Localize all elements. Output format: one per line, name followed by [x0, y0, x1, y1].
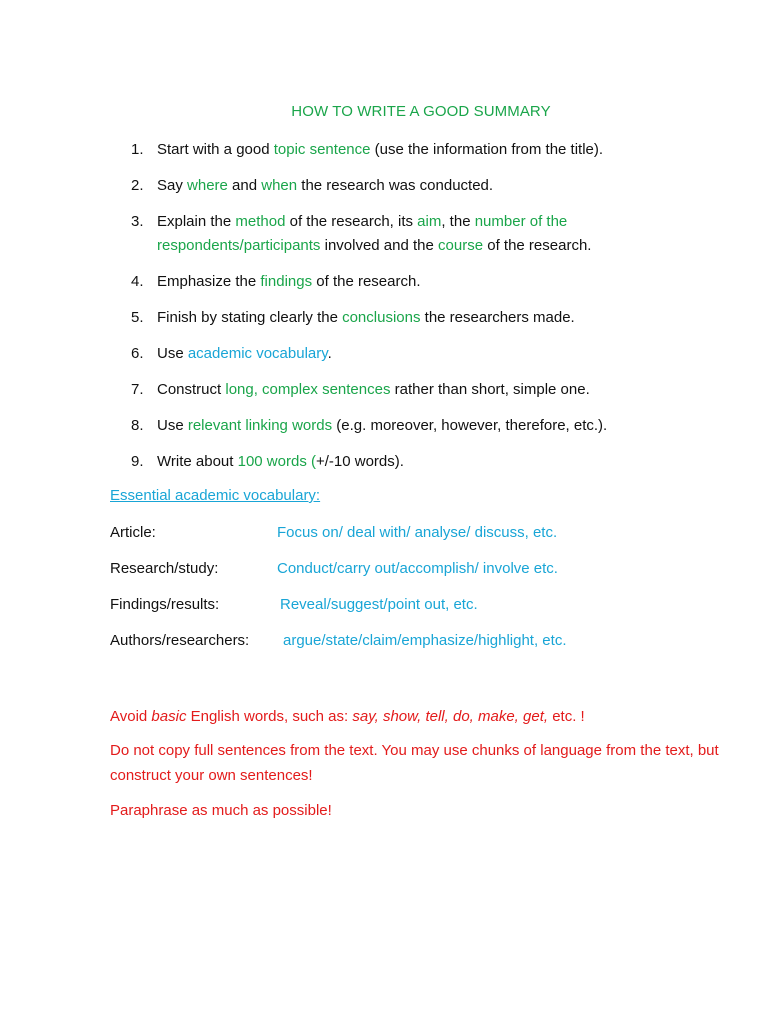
page-title: HOW TO WRITE A GOOD SUMMARY [291, 103, 551, 120]
list-item-number: 7. [131, 381, 144, 398]
list-item-text: Start with a good topic sentence (use the information from the title). [157, 141, 604, 158]
list-item-number: 5. [131, 309, 144, 326]
list-item-number: 3. [131, 213, 144, 230]
vocabulary-term: Research/study: [110, 560, 219, 577]
list-item-number: 9. [131, 453, 144, 470]
rule-do-not-copy: Do not copy full sentences from the text. You may use chunks of language from the text, but construct your own sentences! [110, 742, 719, 784]
vocabulary-verbs: argue/state/claim/emphasize/highlight, etc. [283, 632, 567, 649]
list-item-number: 6. [131, 345, 144, 362]
list-item-text: Explain the method of the research, its aim, the number of the respondents/participants involved and the course of the research. [157, 213, 592, 254]
vocabulary-verbs: Conduct/carry out/accomplish/ involve etc. [277, 560, 558, 577]
list-item-number: 4. [131, 273, 144, 290]
vocabulary-term: Findings/results: [110, 596, 220, 613]
list-item-text: Write about 100 words (+/-10 words). [157, 453, 404, 470]
list-item-number: 2. [131, 177, 144, 194]
vocabulary-verbs: Focus on/ deal with/ analyse/ discuss, etc. [277, 524, 558, 541]
vocabulary-term: Article: [110, 524, 156, 541]
rule-avoid-basic-words: Avoid basic English words, such as: say, show, tell, do, make, get, etc. ! [110, 708, 585, 725]
list-item-number: 1. [131, 141, 144, 158]
list-item-text: Say where and when the research was conducted. [157, 177, 494, 194]
list-item-text: Use academic vocabulary. [157, 345, 332, 362]
list-item-text: Finish by stating clearly the conclusions the researchers made. [157, 309, 575, 326]
vocabulary-term: Authors/researchers: [110, 632, 250, 649]
vocabulary-verbs: Reveal/suggest/point out, etc. [280, 596, 478, 613]
rule-paraphrase: Paraphrase as much as possible! [110, 802, 332, 819]
list-item-text: Emphasize the findings of the research. [157, 273, 421, 290]
vocabulary-heading: Essential academic vocabulary: [110, 487, 321, 504]
list-item-number: 8. [131, 417, 144, 434]
list-item-text: Construct long, complex sentences rather than short, simple one. [157, 381, 590, 398]
list-item-text: Use relevant linking words (e.g. moreover, however, therefore, etc.). [157, 417, 608, 434]
